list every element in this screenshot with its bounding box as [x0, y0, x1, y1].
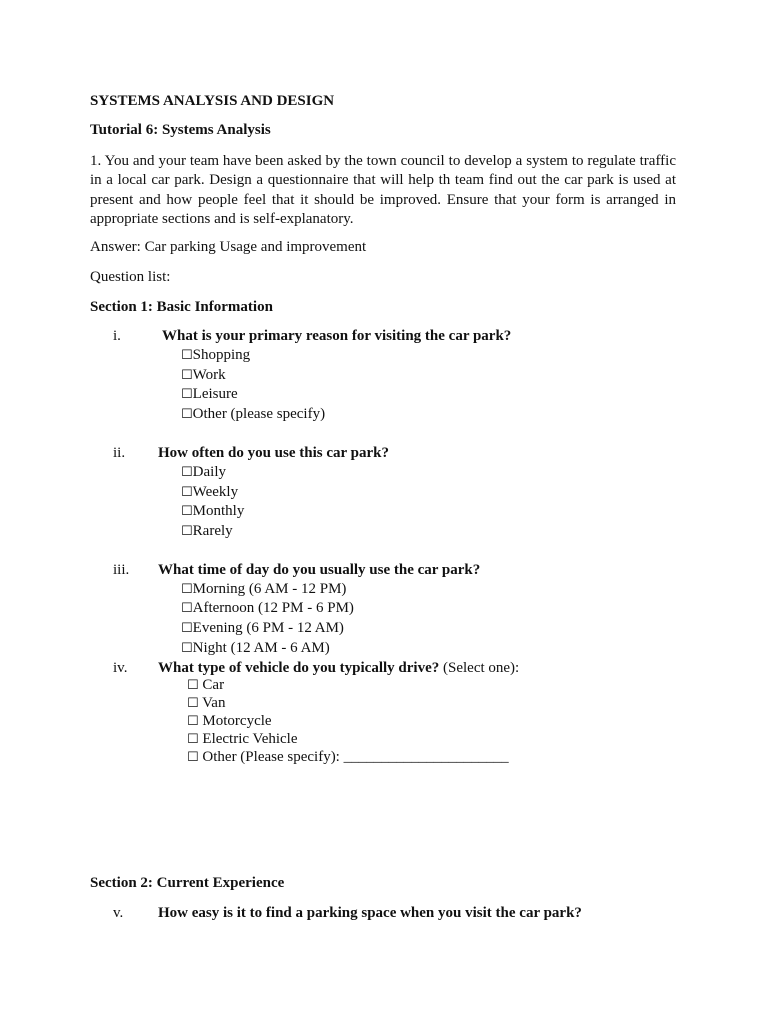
option-afternoon[interactable]: ☐Afternoon (12 PM - 6 PM): [181, 600, 354, 616]
question-3-text: What time of day do you usually use the car park?: [158, 562, 481, 578]
checkbox-icon[interactable]: ☐: [181, 348, 193, 363]
question-number: iv.: [113, 660, 128, 676]
checkbox-icon[interactable]: ☐: [187, 750, 199, 765]
option-night[interactable]: ☐Night (12 AM - 6 AM): [181, 640, 330, 656]
checkbox-icon[interactable]: ☐: [181, 368, 193, 383]
checkbox-icon[interactable]: ☐: [181, 387, 193, 402]
option-morning[interactable]: ☐Morning (6 AM - 12 PM): [181, 581, 347, 597]
question-list-label: Question list:: [90, 269, 171, 285]
checkbox-icon[interactable]: ☐: [181, 524, 193, 539]
checkbox-icon[interactable]: ☐: [187, 678, 199, 693]
question-number: v.: [113, 905, 124, 921]
option-daily[interactable]: ☐Daily: [181, 464, 226, 480]
option-leisure[interactable]: ☐Leisure: [181, 386, 238, 402]
option-evening[interactable]: ☐Evening (6 PM - 12 AM): [181, 620, 344, 636]
question-1-text: What is your primary reason for visiting the car park?: [162, 328, 512, 344]
checkbox-icon[interactable]: ☐: [181, 601, 193, 616]
question-4-text: What type of vehicle do you typically drive?: [158, 660, 440, 676]
option-monthly[interactable]: ☐Monthly: [181, 503, 245, 519]
option-shopping[interactable]: ☐Shopping: [181, 347, 251, 363]
checkbox-icon[interactable]: ☐: [181, 407, 193, 422]
question-2-text: How often do you use this car park?: [158, 445, 389, 461]
section-1-title: Section 1: Basic Information: [90, 299, 273, 315]
course-title: SYSTEMS ANALYSIS AND DESIGN: [90, 93, 335, 109]
question-4-line: [158, 660, 519, 677]
checkbox-icon[interactable]: ☐: [181, 582, 193, 597]
checkbox-icon[interactable]: ☐: [181, 504, 193, 519]
option-electric-vehicle[interactable]: ☐ Electric Vehicle: [187, 731, 298, 747]
tutorial-title: Tutorial 6: Systems Analysis: [90, 122, 271, 138]
option-work[interactable]: ☐Work: [181, 367, 226, 383]
answer-line: Answer: Car parking Usage and improvement: [90, 239, 367, 255]
option-weekly[interactable]: ☐Weekly: [181, 484, 239, 500]
question-prompt: 1. You and your team have been asked by the town council to develop a system to regulate traffic in a local car park. Design a questionnaire that will help th team find out the car park is used at present and how people feel that it should be improved. Ensure that your form is arranged in appropriate sections and is self-explanatory.: [90, 153, 676, 227]
question-4-note: (Select one):: [439, 660, 520, 676]
checkbox-icon[interactable]: ☐: [187, 714, 199, 729]
checkbox-icon[interactable]: ☐: [187, 732, 199, 747]
question-number: ii.: [113, 445, 126, 461]
checkbox-icon[interactable]: ☐: [181, 465, 193, 480]
option-other[interactable]: ☐Other (please specify): [181, 406, 326, 422]
question-number: i.: [113, 328, 121, 344]
checkbox-icon[interactable]: ☐: [181, 485, 193, 500]
question-5-text: How easy is it to find a parking space when you visit the car park?: [158, 905, 582, 921]
option-car[interactable]: ☐ Car: [187, 677, 225, 693]
checkbox-icon[interactable]: ☐: [181, 621, 193, 636]
section-2-title: Section 2: Current Experience: [90, 875, 285, 891]
checkbox-icon[interactable]: ☐: [181, 641, 193, 656]
checkbox-icon[interactable]: ☐: [187, 696, 199, 711]
option-motorcycle[interactable]: ☐ Motorcycle: [187, 713, 272, 729]
option-rarely[interactable]: ☐Rarely: [181, 523, 233, 539]
option-van[interactable]: ☐ Van: [187, 695, 226, 711]
option-other-specify[interactable]: ☐ Other (Please specify): ______________________: [187, 749, 509, 765]
question-number: iii.: [113, 562, 130, 578]
